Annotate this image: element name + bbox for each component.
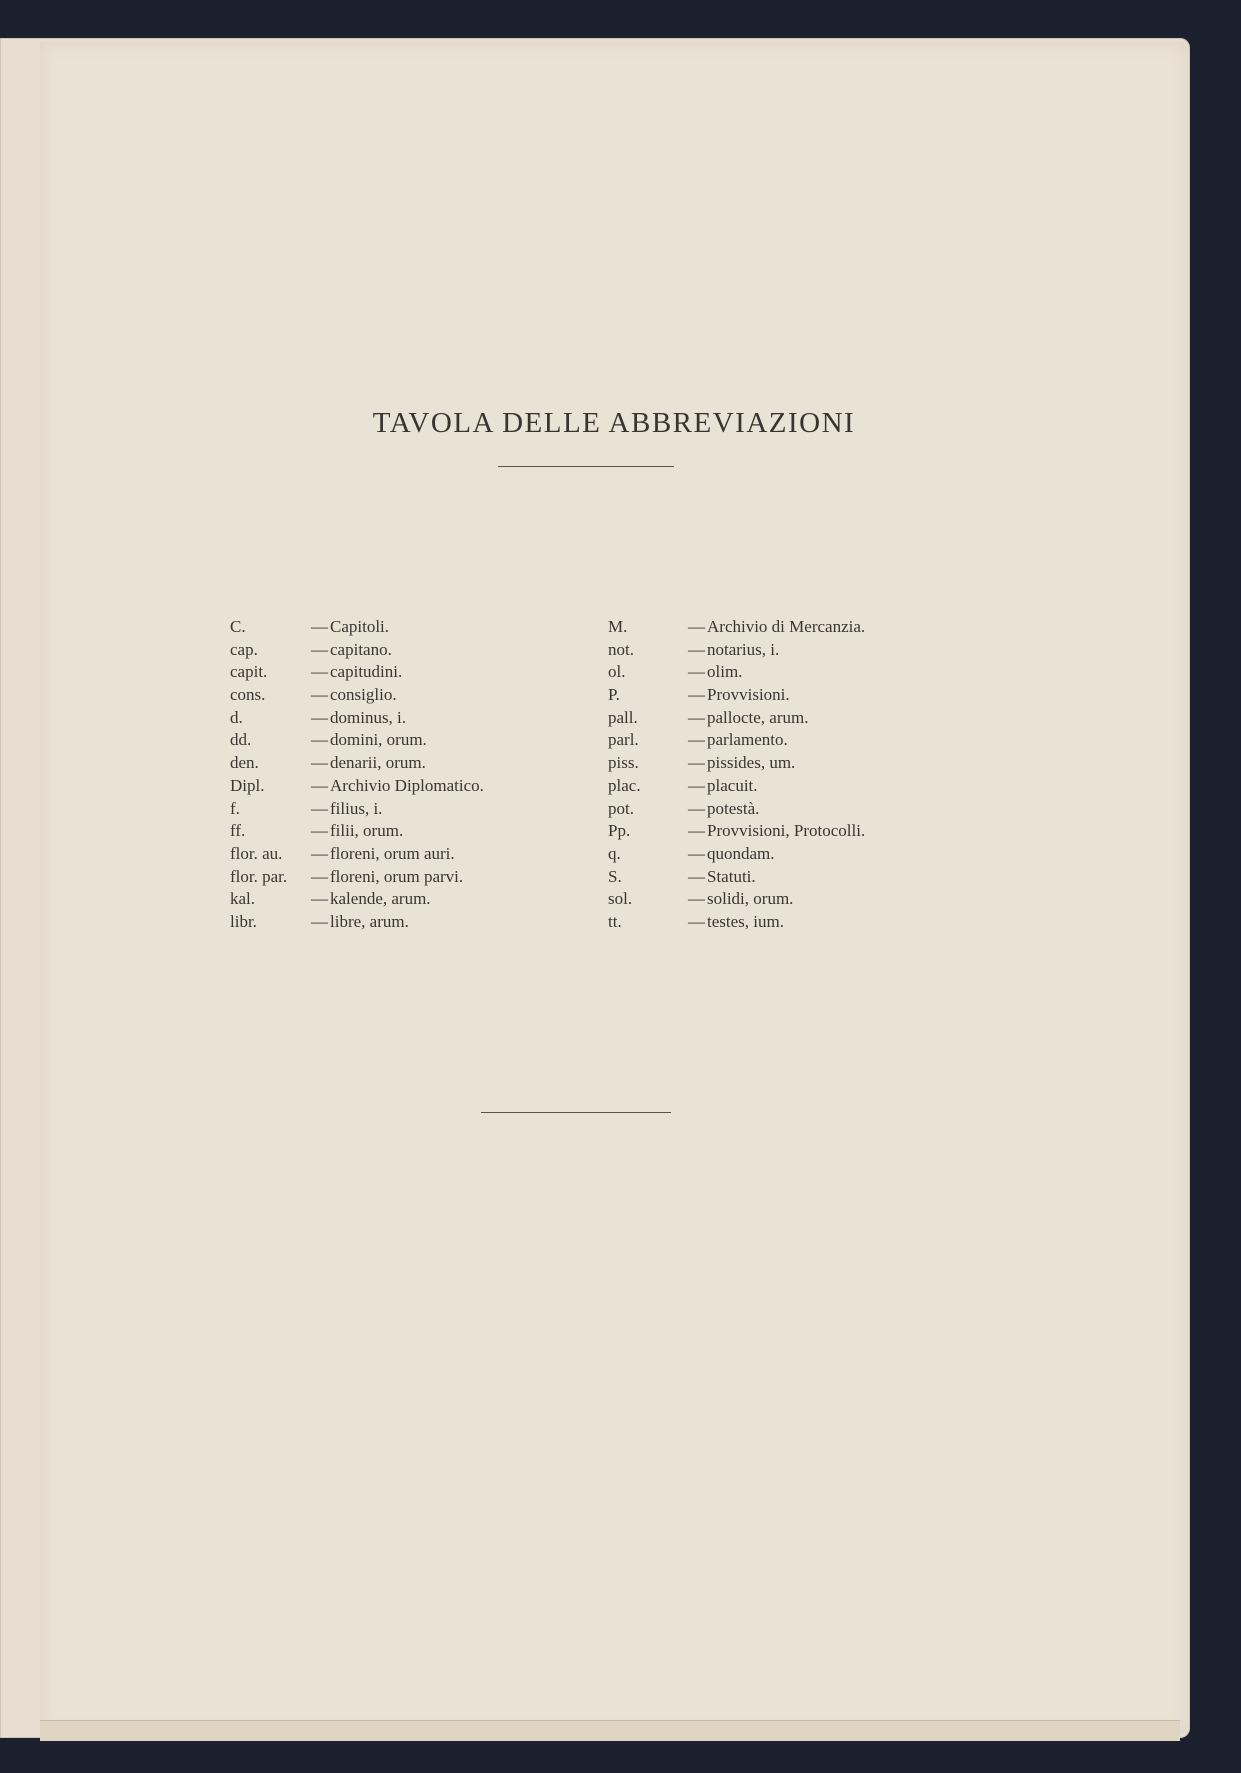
separator-dash: — — [311, 617, 328, 636]
abbreviation: sol. — [608, 889, 633, 909]
abbreviation: C. — [230, 617, 246, 636]
list-item — [608, 820, 1028, 843]
separator-dash: — — [688, 753, 705, 773]
abbreviation: plac. — [608, 775, 641, 795]
expansion: capitano. — [330, 639, 392, 659]
list-item — [230, 729, 610, 752]
expansion: domini, orum. — [330, 730, 427, 750]
abbreviation: ol. — [608, 662, 626, 682]
expansion: filii, orum. — [330, 821, 404, 841]
abbreviation: flor. au. — [230, 843, 283, 863]
list-item — [230, 798, 610, 821]
closing-rule — [481, 1112, 671, 1113]
separator-dash: — — [688, 639, 705, 659]
abbreviation: pot. — [608, 798, 634, 818]
separator-dash: — — [311, 843, 328, 863]
separator-dash: — — [688, 685, 705, 705]
list-item — [230, 661, 610, 684]
abbreviation: Pp. — [608, 821, 631, 841]
expansion: filius, i. — [330, 798, 383, 818]
abbreviation: kal. — [230, 889, 256, 909]
list-item — [230, 820, 610, 843]
abbreviation: libr. — [230, 911, 257, 931]
list-item — [608, 911, 1028, 934]
list-item — [608, 729, 1028, 752]
separator-dash: — — [311, 866, 328, 886]
list-item — [230, 843, 610, 866]
expansion: floreni, orum auri. — [330, 843, 455, 863]
abbreviation: cap. — [230, 639, 258, 659]
list-item — [608, 661, 1028, 684]
expansion: testes, ium. — [707, 911, 784, 931]
expansion: notarius, i. — [707, 639, 780, 659]
separator-dash: — — [688, 889, 705, 909]
expansion: solidi, orum. — [707, 889, 794, 909]
expansion: capitudini. — [330, 662, 403, 682]
list-item — [230, 616, 610, 639]
list-item — [608, 866, 1028, 889]
separator-dash: — — [311, 798, 328, 818]
expansion: olim. — [707, 662, 743, 682]
abbreviation: S. — [608, 866, 622, 886]
list-item — [230, 752, 610, 775]
expansion: Archivio di Mercanzia. — [707, 617, 866, 636]
expansion: consiglio. — [330, 685, 397, 705]
separator-dash: — — [311, 753, 328, 773]
list-item — [608, 752, 1028, 775]
list-item — [230, 684, 610, 707]
list-item — [608, 888, 1028, 911]
separator-dash: — — [688, 662, 705, 682]
separator-dash: — — [688, 843, 705, 863]
expansion: Provvisioni, Protocolli. — [707, 821, 866, 841]
separator-dash: — — [311, 685, 328, 705]
list-item — [608, 775, 1028, 798]
list-item — [608, 684, 1028, 707]
expansion: pissides, um. — [707, 753, 796, 773]
separator-dash: — — [688, 707, 705, 727]
abbreviation: not. — [608, 639, 634, 659]
abbreviation: flor. par. — [230, 866, 288, 886]
abbreviation: Dipl. — [230, 775, 265, 795]
separator-dash: — — [311, 775, 328, 795]
separator-dash: — — [688, 866, 705, 886]
abbreviation: piss. — [608, 753, 639, 773]
abbreviation-list-left — [230, 616, 610, 934]
abbreviation: parl. — [608, 730, 639, 750]
list-item — [230, 866, 610, 889]
expansion: Provvisioni. — [707, 685, 790, 705]
expansion: Archivio Diplomatico. — [330, 775, 484, 795]
list-item — [608, 707, 1028, 730]
abbreviation: tt. — [608, 911, 622, 931]
list-item — [608, 616, 1028, 639]
expansion: quondam. — [707, 843, 775, 863]
abbreviation: den. — [230, 753, 259, 773]
list-item — [230, 911, 610, 934]
title-rule — [498, 466, 674, 467]
separator-dash: — — [688, 821, 705, 841]
separator-dash: — — [688, 617, 705, 636]
list-item — [608, 843, 1028, 866]
abbreviation: f. — [230, 798, 240, 818]
expansion: placuit. — [707, 775, 758, 795]
separator-dash: — — [311, 821, 328, 841]
abbreviation: M. — [608, 617, 628, 636]
abbreviation: cons. — [230, 685, 266, 705]
expansion: kalende, arum. — [330, 889, 431, 909]
list-item — [230, 775, 610, 798]
abbreviation: P. — [608, 685, 620, 705]
separator-dash: — — [311, 639, 328, 659]
expansion: floreni, orum parvi. — [330, 866, 464, 886]
abbreviation: d. — [230, 707, 243, 727]
expansion: pallocte, arum. — [707, 707, 809, 727]
list-item — [608, 798, 1028, 821]
expansion: dominus, i. — [330, 707, 407, 727]
expansion: Statuti. — [707, 866, 756, 886]
list-item — [230, 888, 610, 911]
abbreviation-list-right — [608, 616, 1028, 934]
separator-dash: — — [688, 911, 705, 931]
separator-dash: — — [688, 775, 705, 795]
separator-dash: — — [311, 662, 328, 682]
abbreviation: capit. — [230, 662, 268, 682]
list-item — [230, 707, 610, 730]
separator-dash: — — [311, 889, 328, 909]
abbreviation: q. — [608, 843, 621, 863]
separator-dash: — — [311, 730, 328, 750]
separator-dash: — — [311, 911, 328, 931]
list-item — [608, 639, 1028, 662]
separator-dash: — — [311, 707, 328, 727]
abbreviation: ff. — [230, 821, 246, 841]
expansion: parlamento. — [707, 730, 788, 750]
abbreviation: dd. — [230, 730, 252, 750]
page-title: TAVOLA DELLE ABBREVIAZIONI — [372, 407, 856, 439]
abbreviation: pall. — [608, 707, 638, 727]
expansion: potestà. — [707, 798, 760, 818]
separator-dash: — — [688, 730, 705, 750]
expansion: denarii, orum. — [330, 753, 426, 773]
list-item — [230, 639, 610, 662]
page-bottom-edge — [40, 1720, 1180, 1741]
expansion: Capitoli. — [330, 617, 390, 636]
separator-dash: — — [688, 798, 705, 818]
book-page — [40, 42, 1188, 1734]
expansion: libre, arum. — [330, 911, 409, 931]
